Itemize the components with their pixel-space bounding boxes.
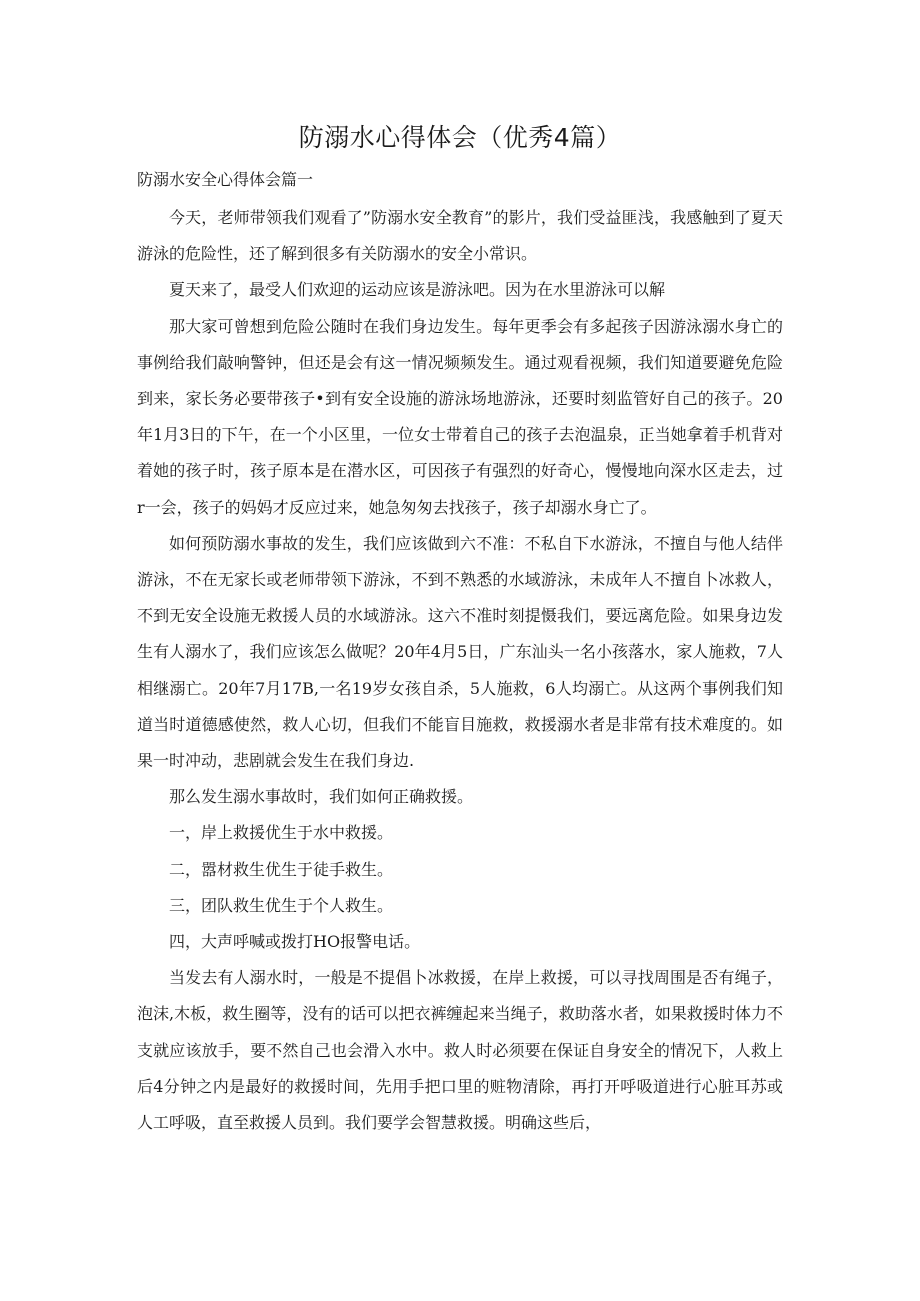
list-item: 四，大声呼喊或拨打HO报警电话。: [169, 932, 421, 952]
document-body: [137, 168, 783, 1141]
document-title: 防溺水心得体会（优秀4篇）: [298, 123, 622, 152]
list-item: 一，岸上救援优生于水中救援。: [169, 823, 394, 843]
paragraph: 夏天来了，最受人们欢迎的运动应该是游泳吧。因为在水里游泳可以解: [169, 280, 666, 300]
section-heading: 防溺水安全心得体会篇一: [137, 170, 314, 189]
list-item: 三，团队救生优生于个人救生。: [169, 895, 394, 915]
paragraph: 今天，老师带领我们观看了”防溺水安全教育”的影片，我们受益匪浅，我感触到了夏天游泳的危险性，还了解到很多有关防溺水的安全小常识。: [137, 208, 783, 264]
paragraph: 当发去有人溺水时，一般是不提倡卜冰救援，在岸上救援，可以寻找周围是否有绳子，泡沫,木板，救生圈等，没有的话可以把衣裤缠起来当绳子，救助落水者，如果救援时体力不支就应该放手，要不然自己也会滑入水中。救人时必须要在保证自身安全的情况下，人救上后4分钟之内是最好的救援时间，先用手把口里的赃物清除，再打开呼吸道进行心脏耳苏或人工呼吸，直至救援人员到。我们要学会智慧救援。明确这些后，: [137, 968, 783, 1133]
list-item: 二，嚣材救生优生于徒手救生。: [169, 859, 394, 879]
paragraph: 那大家可曾想到危险公随时在我们身边发生。每年更季会有多起孩子因游泳溺水身亡的事例给我们敲响警钟，但还是会有这一情况频频发生。通过观看视频，我们知道要避免危险到来，家长务必要带孩子•到有安全设施的游泳场地游泳，还要时刻监管好自己的孩子。20年1月3日的下午，在一个小区里，一位女士带着自己的孩子去泡温泉，正当她拿着手机背对着她的孩子时，孩子原本是在潜水区，可因孩子有强烈的好奇心，慢慢地向深水区走去，过r一会，孩子的妈妈才反应过来，她急匆匆去找孩子，孩子却溺水身亡了。: [137, 316, 783, 517]
paragraph: 那么发生溺水事故时，我们如何正确救援。: [169, 787, 474, 807]
paragraph: 如何预防溺水事故的发生，我们应该做到六不准：不私自下水游泳，不擅自与他人结伴游泳，不在无家长或老师带领下游泳，不到不熟悉的水域游泳，未成年人不擅自卜冰救人，不到无安全设施无救援人员的水域游泳。这六不准时刻提慑我们，要远离危险。如果身边发生有人溺水了，我们应该怎么做呢？20年4月5日，广东汕头一名小孩落水，家人施救，7人相继溺亡。20年7月17B,一名19岁女孩自杀，5人施救，6人均溺亡。从这两个事例我们知道当时道德感使然，救人心切，但我们不能盲目施救，救援溺水者是非常有技术难度的。如果一时冲动，悲剧就会发生在我们身边.: [137, 533, 783, 771]
